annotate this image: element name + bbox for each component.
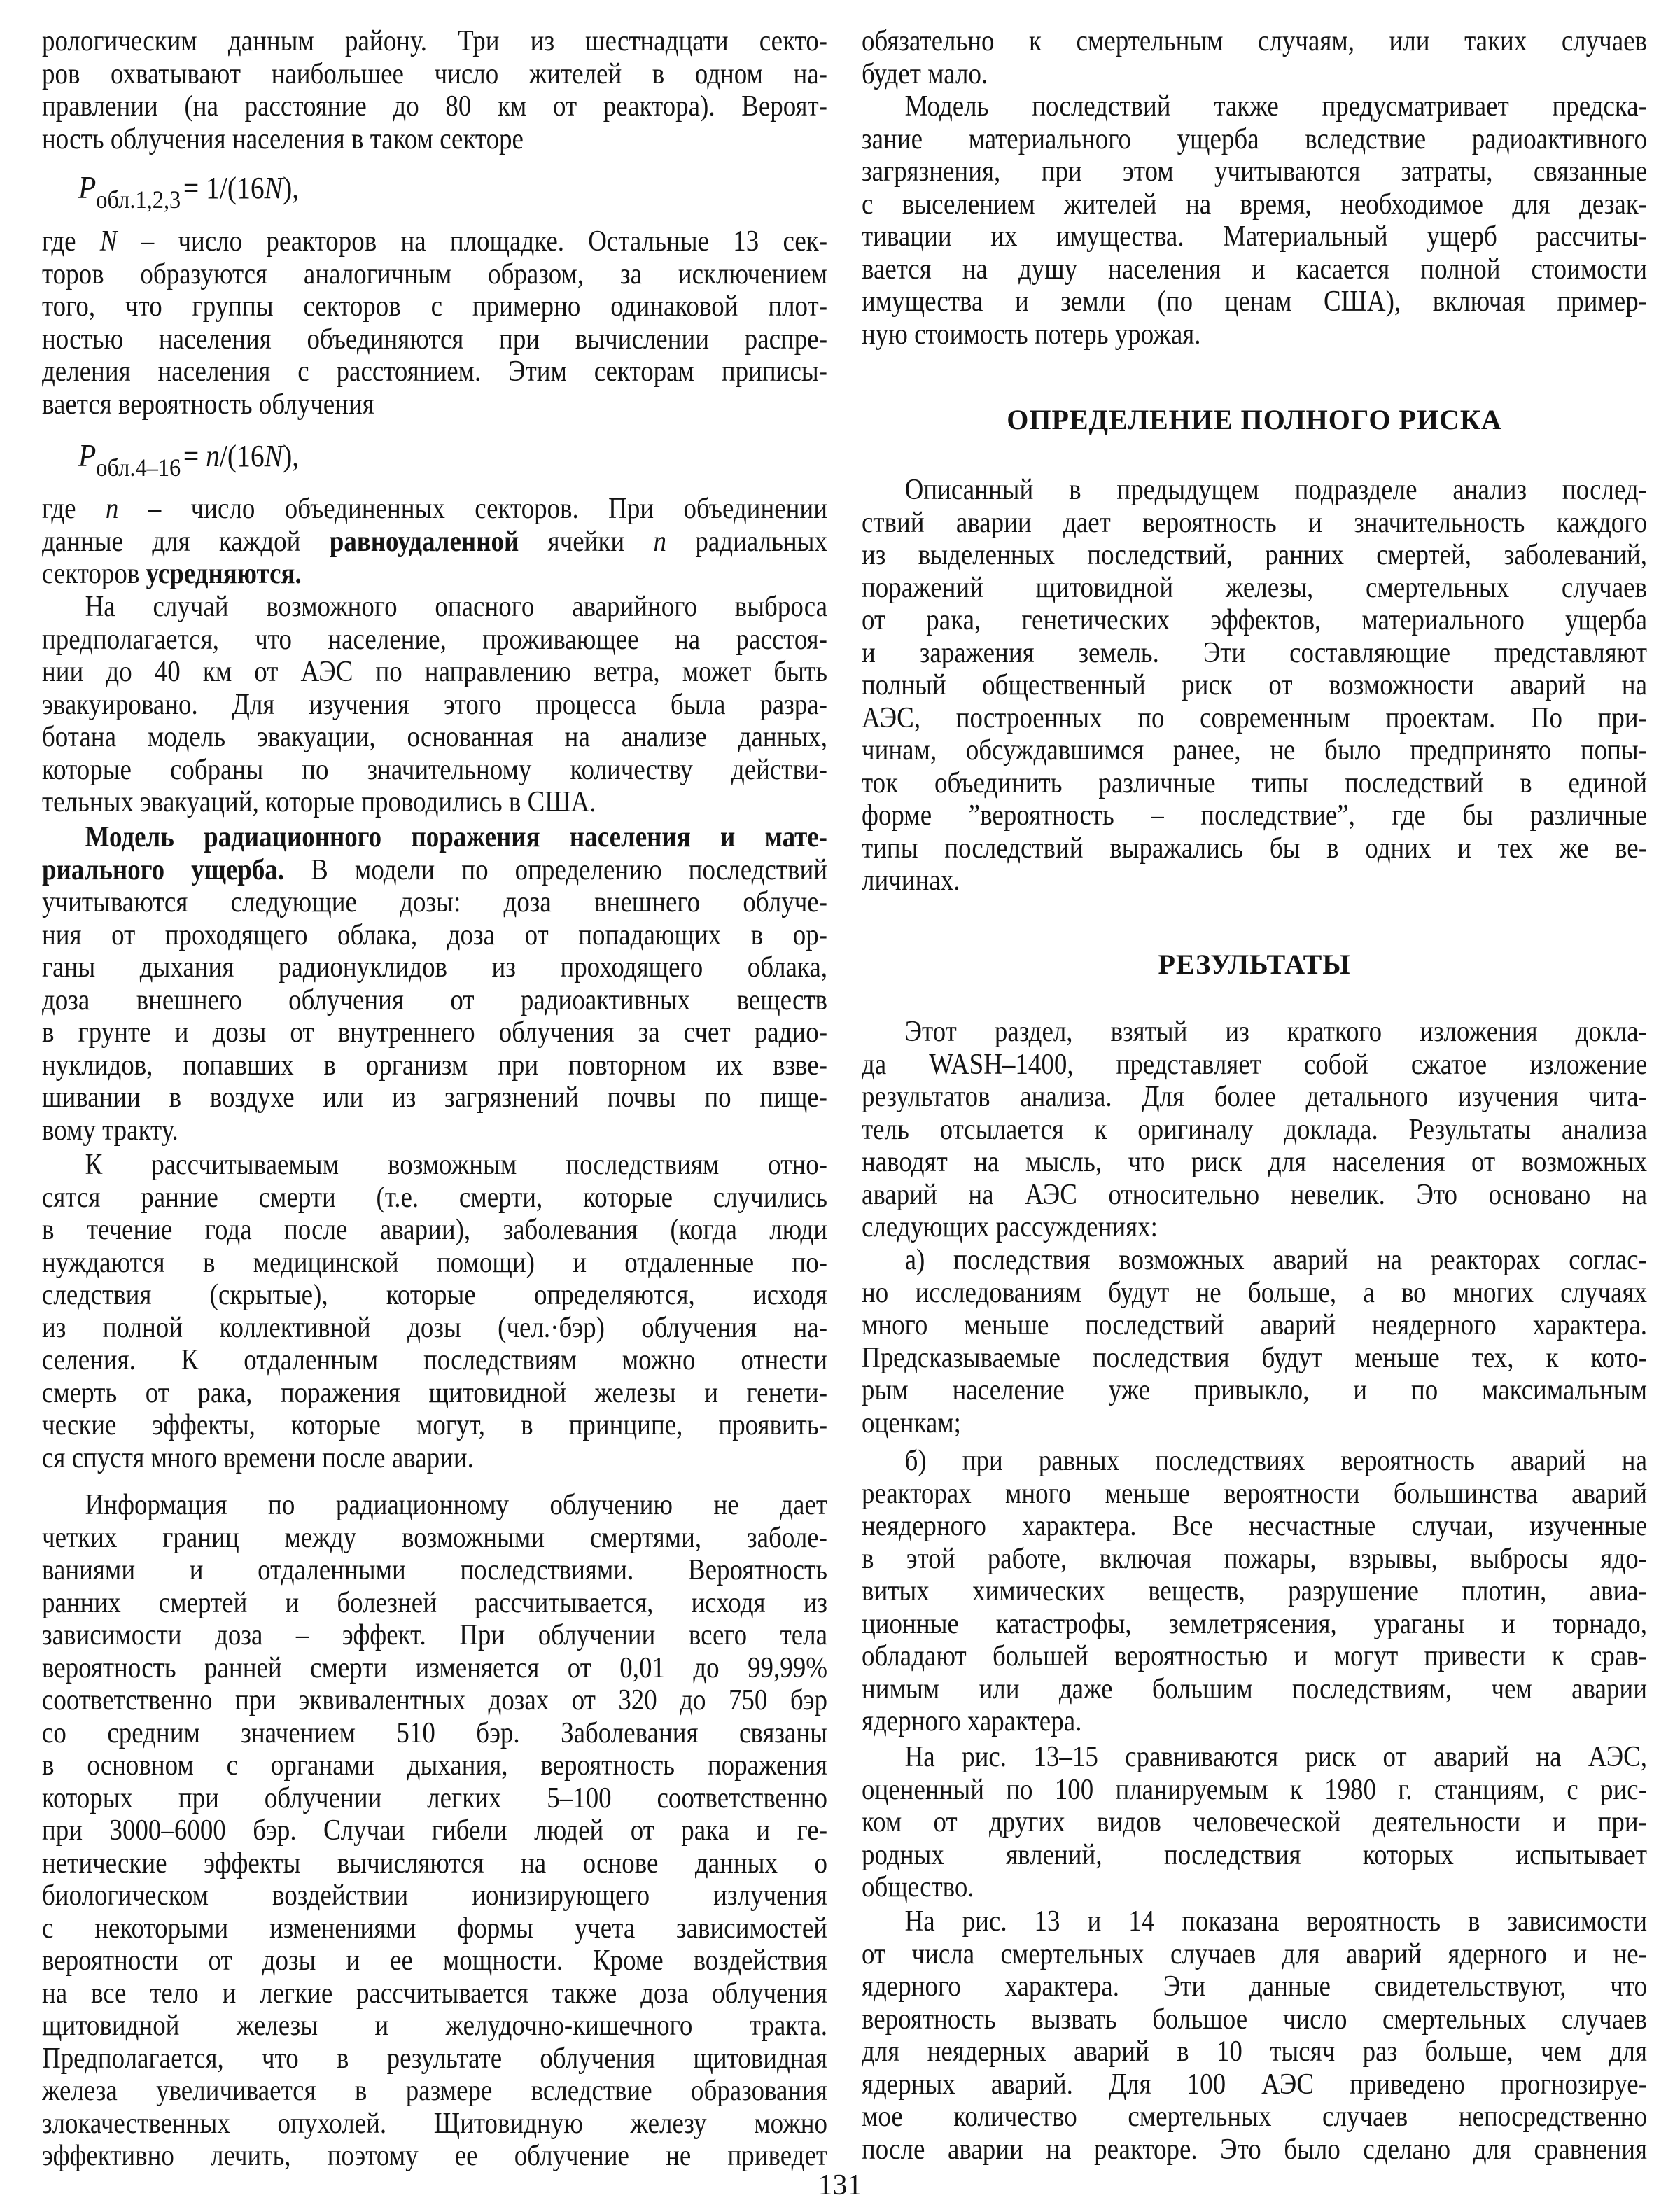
paragraph [42, 821, 827, 1147]
text-line: Этот раздел, взятый из краткого изложения докла- [904, 1016, 1647, 1048]
paragraph [862, 1016, 1647, 1244]
page-number: 131 [818, 2169, 862, 2202]
text-line: доза внешнего облучения от радиоактивных веществ [42, 983, 827, 1016]
paragraph [862, 1741, 1647, 1904]
bold-text: равноудаленной [329, 525, 519, 558]
text-line: ганы дыхания радионуклидов из проходящего облака, [42, 951, 827, 983]
section-heading: ОПРЕДЕЛЕНИЕ ПОЛНОГО РИСКА [1007, 404, 1502, 435]
paragraph [42, 493, 827, 591]
text-line: щитовидной железы и желудочно-кишечного тракта. [42, 2010, 827, 2042]
text-line: со средним значением 510 бэр. Заболевания связаны [42, 1716, 827, 1749]
bold-text: усредняются. [146, 558, 302, 590]
text-line: эвакуировано. Для изучения этого процесса была разра- [42, 688, 827, 721]
text-line: после аварии на реакторе. Это было сделано для сравнения [862, 2133, 1647, 2166]
text-line: следствия (скрытые), которые определяются, исходя [42, 1279, 827, 1311]
text-line: Информация по радиационному облучению не дает [85, 1489, 827, 1521]
text-line: вому тракту. [42, 1114, 178, 1147]
text-line: мое количество смертельных случаев непосредственно [862, 2101, 1647, 2133]
text-line: оцененный по 100 планируемым к 1980 г. станциям, с рис- [862, 1773, 1647, 1806]
text-line: Предполагается, что в результате облучения щитовидная [42, 2042, 827, 2075]
text-line: следующих рассуждениях: [862, 1211, 1158, 1243]
text-line: поражений щитовидной железы, смертельных случаев [862, 571, 1647, 604]
text-line: На случай возможного опасного аварийного выброса [85, 591, 827, 623]
text-line: загрязнения, при этом учитываются затраты, связанные [862, 155, 1647, 188]
text-line: типы последствий выражались бы в одних и тех же ве- [862, 832, 1647, 864]
text-line: ров охватывают наибольшее число жителей в одном на- [42, 57, 827, 90]
text-line: полный общественный риск от возможности аварий на [862, 669, 1647, 701]
text-line: ток объединить различные типы последствий в единой [862, 766, 1647, 799]
text-line: много меньше последствий аварий неядерного характера. [862, 1309, 1647, 1341]
text-line: Описанный в предыдущем подразделе анализ послед- [904, 474, 1647, 506]
text-line: злокачественных опухолей. Щитовидную железу можно [42, 2107, 827, 2140]
formula-text: ), [283, 171, 300, 205]
text-line: вероятности от дозы и ее мощности. Кроме воздействия [42, 1945, 827, 1977]
text-line: оценкам; [862, 1406, 961, 1439]
text-line: Модель последствий также предусматривает предска- [904, 90, 1647, 122]
text-line: тель отсылается к оригиналу доклада. Результаты анализа [862, 1113, 1647, 1146]
text-line: личинах. [862, 864, 960, 897]
text-line: биологическом воздействии ионизирующего излучения [42, 1879, 827, 1912]
paragraph [42, 225, 827, 421]
text-line: тельных эвакуаций, которые проводились в США. [42, 786, 596, 818]
text-line: реакторах много меньше вероятности большинства аварий [862, 1477, 1647, 1510]
text-line: ранних смертей и болезней рассчитывается, исходя из [42, 1586, 827, 1619]
text-line: смерть от рака, поражения щитовидной железы и генети- [42, 1376, 827, 1409]
text-line: и заражения земель. Эти составляющие представляют [862, 636, 1647, 669]
text-line: тивации их имущества. Материальный ущерб рассчиты- [862, 220, 1647, 253]
text-line: ся спустя много времени после аварии. [42, 1441, 474, 1474]
text-line: нуклидов, попавших в организм при повторном их взве- [42, 1049, 827, 1082]
text-line: наводят на мысль, что риск для населения от возможных [862, 1146, 1647, 1178]
text-line: К рассчитываемым возможным последствиям отно- [85, 1149, 827, 1181]
formula-variable: n [206, 439, 220, 473]
text-line: шивании в воздухе или из загрязнений почвы по пище- [42, 1082, 827, 1114]
text-line: нуждаются в медицинской помощи) и отдаленные по- [42, 1246, 827, 1279]
text-segment: данные для каждой [42, 525, 330, 558]
text-line: от рака, генетических эффектов, материального ущерба [862, 604, 1647, 636]
paragraph [42, 1149, 827, 1474]
text-line: общество. [862, 1871, 974, 1903]
text-line: ную стоимость потерь урожая. [862, 318, 1201, 351]
section-heading: РЕЗУЛЬТАТЫ [1158, 948, 1351, 980]
text-line [42, 821, 827, 854]
text-line: вероятность вызвать большое число смертельных случаев [862, 2003, 1647, 2036]
paragraph [42, 591, 827, 819]
text-line: но исследованиям будут не больше, а во многих случаях [862, 1276, 1647, 1309]
text-line: в этой работе, включая пожары, взрывы, выбросы ядо- [862, 1542, 1647, 1575]
text-segment: – число объединенных секторов. При объединении [118, 493, 827, 525]
formula [78, 167, 300, 214]
formula-text: /(16 [219, 439, 265, 473]
text-line: зание материального ущерба вследствие радиоактивного [862, 122, 1647, 155]
text-line: предполагается, что население, проживающее на расстоя- [42, 623, 827, 656]
text-line [42, 526, 827, 559]
text-line: На рис. 13 и 14 показана вероятность в зависимости [904, 1905, 1647, 1938]
text-line: с некоторыми изменениями формы учета зависимостей [42, 1912, 827, 1945]
text-line: железа увеличивается в размере вследствие образования [42, 2075, 827, 2107]
text-line: ядерных аварий. Для 100 АЭС приведено прогнозируе- [862, 2068, 1647, 2101]
text-line: ядерного характера. Эти данные свидетельствуют, что [862, 1970, 1647, 2003]
text-line: сятся ранние смерти (т.е. смерти, которые случились [42, 1181, 827, 1214]
text-line: ком от других видов человеческой деятельности и при- [862, 1806, 1647, 1838]
text-line: ностью населения объединяются при вычислении распре- [42, 323, 827, 356]
text-segment: В модели по определению последствий [284, 853, 827, 886]
text-line: учитываются следующие дозы: доза внешнего облуче- [42, 886, 827, 918]
text-line: да WASH–1400, представляет собой сжатое изложение [862, 1048, 1647, 1081]
text-line: в течение года после аварии), заболевания (когда люди [42, 1214, 827, 1246]
text-line: АЭС, построенных по современным проектам. По при- [862, 701, 1647, 734]
formula-subscript: обл.4–16 [96, 454, 181, 482]
text-segment: – число реакторов на площадке. Остальные 13 сек- [117, 225, 827, 258]
text-line: нетические эффекты вычисляются на основе данных о [42, 1847, 827, 1879]
text-line: которых при облучении легких 5–100 соответственно [42, 1782, 827, 1814]
text-line: с выселением жителей на время, необходимое для дезак- [862, 188, 1647, 220]
text-line: витых химических веществ, разрушение плотин, авиа- [862, 1575, 1647, 1607]
text-line: ствий аварии дает вероятность и значительность каждого [862, 506, 1647, 539]
text-segment: ячейки [519, 525, 654, 558]
formula-text: = 1/(16 [183, 171, 265, 205]
text-line: для неядерных аварий в 10 тысяч раз больше, чем для [862, 2036, 1647, 2068]
text-line: обладают большей вероятностью и могут привести к срав- [862, 1640, 1647, 1672]
paragraph [42, 1489, 827, 2173]
text-line: селения. К отдаленным последствиям можно отнести [42, 1344, 827, 1376]
formula-variable: N [264, 439, 284, 473]
text-line: обязательно к смертельным случаям, или таких случаев [862, 25, 1647, 57]
formula-symbol: P [78, 438, 97, 473]
text-line [42, 558, 827, 591]
text-segment: где [42, 225, 100, 258]
paragraph [862, 1905, 1647, 2166]
paragraph [862, 1445, 1647, 1738]
text-segment: радиальных [666, 525, 827, 558]
text-line: чинам, обсуждавшимся ранее, не было предпринято попы- [862, 734, 1647, 766]
text-line: будет мало. [862, 57, 988, 90]
italic-variable: n [653, 525, 667, 558]
text-line: ядерного характера. [862, 1705, 1082, 1737]
text-segment: секторов [42, 558, 146, 590]
text-line: из полной коллективной дозы (чел.·бэр) облучения на- [42, 1311, 827, 1344]
text-line: в основном с органами дыхания, вероятность поражения [42, 1749, 827, 1782]
text-line: зависимости доза – эффект. При облучении всего тела [42, 1619, 827, 1651]
text-line: нимым или даже большим последствиям, чем аварии [862, 1672, 1647, 1705]
text-line: соответственно при эквивалентных дозах от 320 до 750 бэр [42, 1684, 827, 1716]
text-line: вероятность ранней смерти изменяется от 0,01 до 99,99% [42, 1651, 827, 1684]
text-line: того, что группы секторов с примерно одинаковой плот- [42, 290, 827, 323]
text-line: при 3000–6000 бэр. Случаи гибели людей от рака и ге- [42, 1814, 827, 1847]
italic-variable: n [105, 493, 119, 525]
formula-symbol: P [78, 169, 97, 205]
text-line: торов образуются аналогичным образом, за исключением [42, 258, 827, 290]
text-line: деления населения с расстоянием. Этим секторам приписы- [42, 356, 827, 388]
text-line [42, 854, 827, 887]
text-line: рологическим данным району. Три из шестнадцати секто- [42, 25, 827, 57]
paragraph [862, 474, 1647, 897]
text-line: ческие эффекты, которые могут, в принципе, проявить- [42, 1409, 827, 1441]
text-line: эффективно лечить, поэтому ее облучение не приведет [42, 2140, 827, 2172]
text-line: ность облучения населения в таком секторе [42, 122, 524, 155]
text-line: от числа смертельных случаев для аварий ядерного и не- [862, 1938, 1647, 1970]
italic-variable: N [99, 225, 118, 258]
formula-subscript: обл.1,2,3 [96, 186, 181, 214]
text-line: ния от проходящего облака, доза от попадающих в ор- [42, 918, 827, 951]
text-line: ваниями и отдаленными последствиями. Вероятность [42, 1554, 827, 1586]
text-line: которые собраны по значительному количеству действи- [42, 753, 827, 786]
text-line: правлении (на расстояние до 80 км от реактора). Вероят- [42, 90, 827, 122]
text-line: вается вероятность облучения [42, 388, 374, 421]
text-line: в грунте и дозы от внутреннего облучения за счет радио- [42, 1016, 827, 1049]
text-line: на все тело и легкие рассчитывается также доза облучения [42, 1977, 827, 2010]
formula [78, 435, 300, 482]
text-line: Предсказываемые последствия будут меньше тех, к кото- [862, 1341, 1647, 1374]
bold-text: Модель радиационного поражения населения и мате- [85, 821, 827, 853]
formula-variable: N [264, 171, 284, 205]
text-line: четких границ между возможными смертями, заболе- [42, 1521, 827, 1554]
text-line: а) последствия возможных аварий на реакторах соглас- [904, 1244, 1647, 1276]
text-line: ботана модель эвакуации, основанная на анализе данных, [42, 721, 827, 753]
formula-text: ), [283, 439, 300, 473]
text-line: неядерного характера. Все несчастные случаи, изученные [862, 1510, 1647, 1542]
text-line: рым население уже привыкло, и по максимальным [862, 1374, 1647, 1406]
text-line: аварий на АЭС относительно невелик. Это основано на [862, 1178, 1647, 1211]
paragraph [862, 1244, 1647, 1439]
text-line [42, 493, 827, 526]
text-line: б) при равных последствиях вероятность аварий на [904, 1445, 1647, 1477]
bold-text: риального ущерба. [42, 853, 285, 886]
text-line: нии до 40 км от АЭС по направлению ветра, может быть [42, 656, 827, 688]
text-segment: где [42, 493, 106, 525]
paragraph [862, 90, 1647, 351]
text-line: вается на душу населения и касается полной стоимости [862, 253, 1647, 286]
text-line: ционные катастрофы, землетрясения, ураганы и торнадо, [862, 1607, 1647, 1640]
text-line: результатов анализа. Для более детального изучения чита- [862, 1081, 1647, 1113]
formula-text: = [183, 439, 206, 473]
text-line: из выделенных последствий, ранних смертей, заболеваний, [862, 539, 1647, 571]
text-line: родных явлений, последствия которых испытывает [862, 1838, 1647, 1871]
text-line: имущества и земли (по ценам США), включая пример- [862, 286, 1647, 318]
paragraph [42, 25, 827, 155]
paragraph [862, 25, 1647, 90]
text-line: На рис. 13–15 сравниваются риск от аварий на АЭС, [904, 1741, 1647, 1773]
text-line: форме ”вероятность – последствие”, где бы различные [862, 799, 1647, 832]
text-line [42, 225, 827, 258]
